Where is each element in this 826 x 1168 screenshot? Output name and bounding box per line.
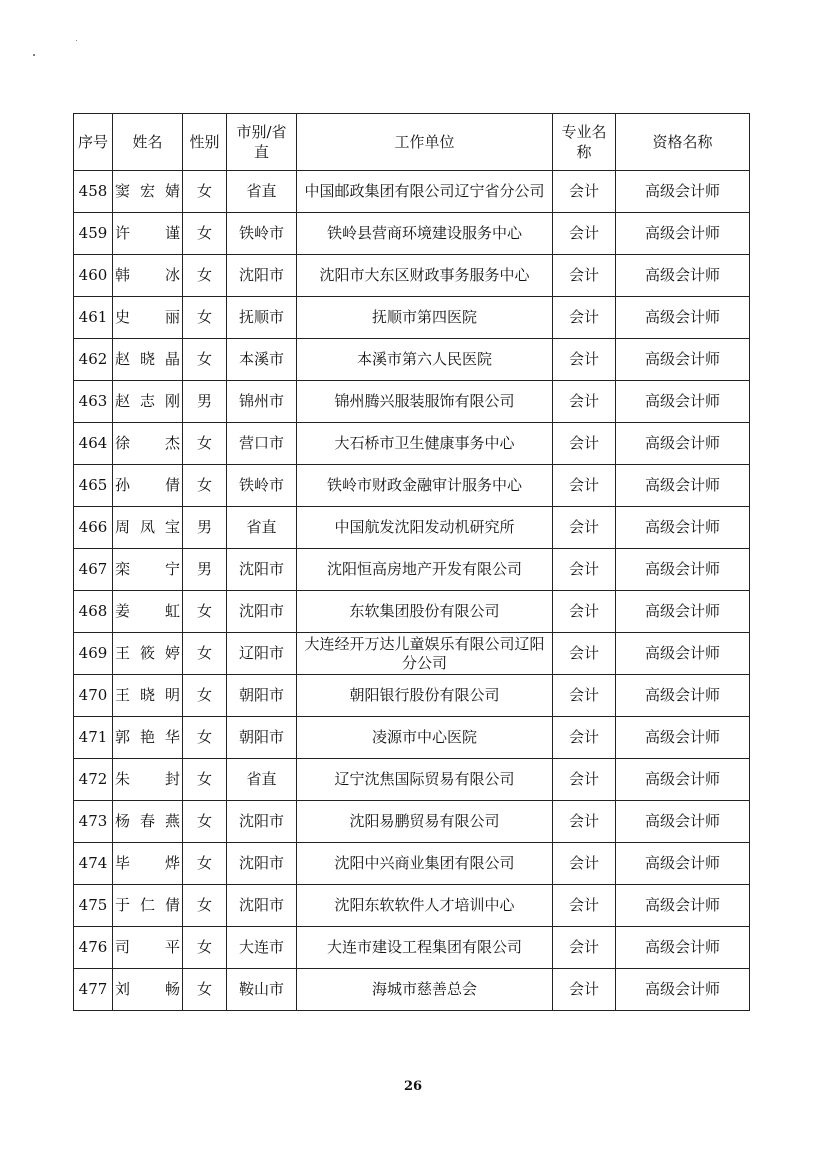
cell-gender: 女 [183,339,227,381]
cell-qualification: 高级会计师 [616,591,750,633]
cell-region: 朝阳市 [227,717,297,759]
cell-major: 会计 [553,213,616,255]
cell-gender: 女 [183,465,227,507]
cell-unit: 海城市慈善总会 [297,969,553,1011]
cell-qualification: 高级会计师 [616,339,750,381]
cell-unit: 锦州腾兴服装服饰有限公司 [297,381,553,423]
cell-qualification: 高级会计师 [616,927,750,969]
cell-unit: 中国航发沈阳发动机研究所 [297,507,553,549]
cell-qualification: 高级会计师 [616,843,750,885]
cell-gender: 女 [183,171,227,213]
cell-qualification: 高级会计师 [616,255,750,297]
cell-gender: 女 [183,801,227,843]
cell-no: 475 [74,885,113,927]
cell-region: 沈阳市 [227,255,297,297]
cell-name: 朱封 [113,759,183,801]
cell-major: 会计 [553,339,616,381]
cell-qualification: 高级会计师 [616,549,750,591]
cell-name: 史丽 [113,297,183,339]
cell-name: 郭艳华 [113,717,183,759]
cell-name: 窦宏婧 [113,171,183,213]
page-number: 26 [403,1079,423,1094]
cell-gender: 男 [183,507,227,549]
cell-qualification: 高级会计师 [616,171,750,213]
cell-unit: 沈阳恒高房地产开发有限公司 [297,549,553,591]
cell-gender: 男 [183,549,227,591]
cell-major: 会计 [553,717,616,759]
cell-name: 王筱婷 [113,633,183,675]
table-row [74,927,750,969]
cell-name: 毕烨 [113,843,183,885]
cell-region: 本溪市 [227,339,297,381]
cell-region: 沈阳市 [227,801,297,843]
cell-unit: 大石桥市卫生健康事务中心 [297,423,553,465]
table-row [74,465,750,507]
cell-no: 466 [74,507,113,549]
table-row [74,759,750,801]
cell-no: 464 [74,423,113,465]
scan-speck [33,54,35,56]
cell-name: 于仁倩 [113,885,183,927]
cell-gender: 女 [183,423,227,465]
cell-region: 铁岭市 [227,213,297,255]
table-row [74,675,750,717]
cell-name: 王晓明 [113,675,183,717]
table-row [74,171,750,213]
scan-speck [76,40,77,41]
cell-region: 营口市 [227,423,297,465]
table-row [74,213,750,255]
cell-qualification: 高级会计师 [616,801,750,843]
cell-qualification: 高级会计师 [616,297,750,339]
cell-no: 462 [74,339,113,381]
cell-qualification: 高级会计师 [616,423,750,465]
table-row [74,633,750,675]
cell-name: 许谨 [113,213,183,255]
table-row [74,591,750,633]
cell-no: 460 [74,255,113,297]
cell-qualification: 高级会计师 [616,759,750,801]
cell-name: 赵志刚 [113,381,183,423]
table-header [74,114,750,171]
cell-region: 省直 [227,171,297,213]
table-row [74,717,750,759]
cell-unit: 东软集团股份有限公司 [297,591,553,633]
cell-unit: 大连经开万达儿童娱乐有限公司辽阳分公司 [297,633,553,675]
table-row [74,423,750,465]
header-major: 专业名称 [553,114,616,171]
cell-no: 469 [74,633,113,675]
cell-unit: 抚顺市第四医院 [297,297,553,339]
cell-name: 赵晓晶 [113,339,183,381]
cell-no: 465 [74,465,113,507]
cell-unit: 大连市建设工程集团有限公司 [297,927,553,969]
cell-gender: 女 [183,759,227,801]
cell-unit: 沈阳中兴商业集团有限公司 [297,843,553,885]
cell-unit: 铁岭市财政金融审计服务中心 [297,465,553,507]
cell-qualification: 高级会计师 [616,885,750,927]
cell-unit: 沈阳东软软件人才培训中心 [297,885,553,927]
cell-major: 会计 [553,801,616,843]
table-body [74,171,750,1011]
cell-region: 锦州市 [227,381,297,423]
cell-region: 鞍山市 [227,969,297,1011]
table-row [74,885,750,927]
cell-major: 会计 [553,507,616,549]
cell-qualification: 高级会计师 [616,717,750,759]
cell-major: 会计 [553,759,616,801]
cell-gender: 女 [183,717,227,759]
cell-region: 沈阳市 [227,843,297,885]
cell-no: 468 [74,591,113,633]
table-row [74,969,750,1011]
table-row [74,381,750,423]
cell-name: 栾宁 [113,549,183,591]
cell-gender: 女 [183,675,227,717]
cell-major: 会计 [553,591,616,633]
table-row [74,297,750,339]
cell-name: 韩冰 [113,255,183,297]
table-row [74,255,750,297]
cell-no: 476 [74,927,113,969]
cell-major: 会计 [553,927,616,969]
cell-region: 沈阳市 [227,885,297,927]
cell-no: 473 [74,801,113,843]
cell-no: 461 [74,297,113,339]
cell-region: 沈阳市 [227,591,297,633]
cell-region: 辽阳市 [227,633,297,675]
cell-unit: 本溪市第六人民医院 [297,339,553,381]
cell-name: 姜虹 [113,591,183,633]
cell-qualification: 高级会计师 [616,507,750,549]
cell-region: 沈阳市 [227,549,297,591]
cell-major: 会计 [553,171,616,213]
header-unit: 工作单位 [297,114,553,171]
cell-qualification: 高级会计师 [616,213,750,255]
table-row [74,339,750,381]
header-qualification: 资格名称 [616,114,750,171]
cell-major: 会计 [553,969,616,1011]
cell-major: 会计 [553,549,616,591]
cell-unit: 中国邮政集团有限公司辽宁省分公司 [297,171,553,213]
cell-qualification: 高级会计师 [616,633,750,675]
cell-name: 刘畅 [113,969,183,1011]
cell-major: 会计 [553,885,616,927]
cell-name: 杨春燕 [113,801,183,843]
header-no: 序号 [74,114,113,171]
cell-unit: 凌源市中心医院 [297,717,553,759]
cell-no: 471 [74,717,113,759]
cell-unit: 铁岭县营商环境建设服务中心 [297,213,553,255]
personnel-table [73,113,750,1011]
cell-major: 会计 [553,465,616,507]
cell-no: 477 [74,969,113,1011]
cell-name: 司平 [113,927,183,969]
header-gender: 性别 [183,114,227,171]
cell-no: 463 [74,381,113,423]
cell-name: 徐杰 [113,423,183,465]
cell-gender: 女 [183,255,227,297]
header-row [74,114,750,171]
cell-no: 474 [74,843,113,885]
cell-gender: 女 [183,885,227,927]
header-region: 市别/省直 [227,114,297,171]
cell-no: 472 [74,759,113,801]
cell-region: 省直 [227,507,297,549]
cell-unit: 沈阳市大东区财政事务服务中心 [297,255,553,297]
cell-name: 孙倩 [113,465,183,507]
cell-qualification: 高级会计师 [616,465,750,507]
cell-qualification: 高级会计师 [616,969,750,1011]
cell-gender: 女 [183,927,227,969]
cell-name: 周凤宝 [113,507,183,549]
cell-no: 458 [74,171,113,213]
cell-gender: 女 [183,843,227,885]
cell-qualification: 高级会计师 [616,381,750,423]
cell-major: 会计 [553,675,616,717]
cell-gender: 女 [183,213,227,255]
cell-gender: 女 [183,591,227,633]
cell-region: 铁岭市 [227,465,297,507]
table-row [74,801,750,843]
cell-major: 会计 [553,381,616,423]
cell-major: 会计 [553,255,616,297]
cell-major: 会计 [553,633,616,675]
cell-gender: 男 [183,381,227,423]
cell-region: 抚顺市 [227,297,297,339]
cell-no: 459 [74,213,113,255]
header-name: 姓名 [113,114,183,171]
table-row [74,507,750,549]
cell-no: 470 [74,675,113,717]
cell-major: 会计 [553,297,616,339]
table-row [74,549,750,591]
cell-major: 会计 [553,843,616,885]
cell-gender: 女 [183,297,227,339]
cell-region: 大连市 [227,927,297,969]
cell-unit: 辽宁沈焦国际贸易有限公司 [297,759,553,801]
cell-region: 省直 [227,759,297,801]
cell-unit: 沈阳易鹏贸易有限公司 [297,801,553,843]
cell-gender: 女 [183,633,227,675]
cell-gender: 女 [183,969,227,1011]
cell-unit: 朝阳银行股份有限公司 [297,675,553,717]
cell-major: 会计 [553,423,616,465]
table-row [74,843,750,885]
cell-qualification: 高级会计师 [616,675,750,717]
cell-no: 467 [74,549,113,591]
cell-region: 朝阳市 [227,675,297,717]
